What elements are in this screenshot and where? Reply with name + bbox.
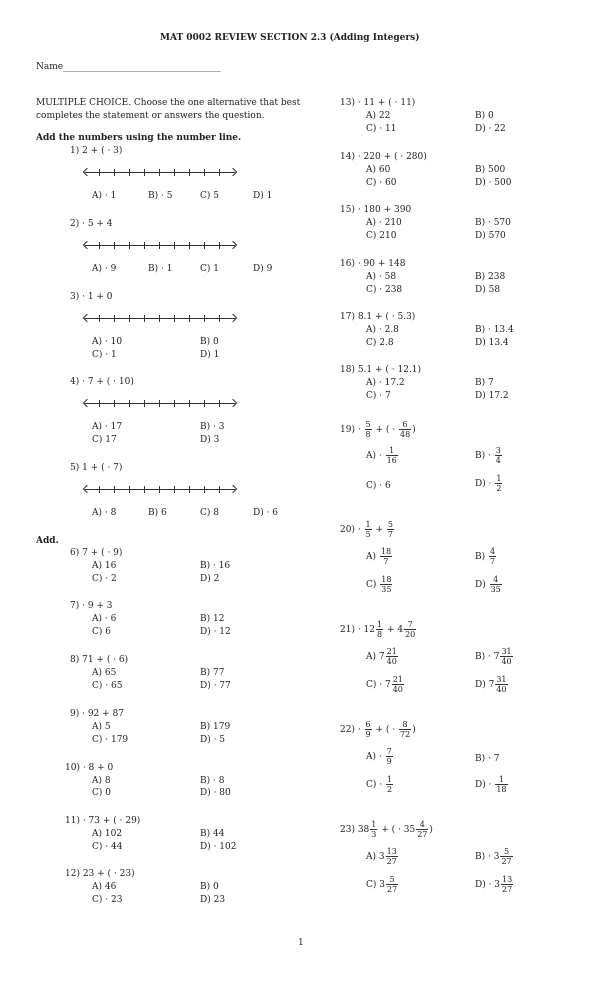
question-21: 21) · 12 $\frac{1}{8}$ + 4 $\frac{7}{20}$	[340, 620, 416, 639]
section-heading-add: Add.	[36, 536, 59, 546]
q3-option-a[interactable]: A) · 10	[92, 337, 123, 347]
question-1: 1) 2 + ( · 3)	[70, 146, 123, 156]
q8-option-c[interactable]: C) · 65	[92, 681, 123, 691]
q1-option-d[interactable]: D) 1	[253, 191, 273, 201]
name-field[interactable]: Name___________________________________	[36, 62, 221, 72]
question-2: 2) · 5 + 4	[70, 219, 113, 229]
number-line-4	[85, 399, 235, 409]
q8-option-b[interactable]: B) 77	[200, 668, 225, 678]
q2-option-d[interactable]: D) 9	[253, 264, 273, 274]
q5-option-d[interactable]: D) · 6	[253, 508, 279, 518]
page-title: MAT 0002 REVIEW SECTION 2.3 (Adding Integers)	[160, 33, 420, 43]
q23-option-d[interactable]: D) · 3 $\frac{13}{27}$	[475, 875, 513, 894]
q20-option-d[interactable]: D) $\frac{4}{35}$	[475, 575, 501, 594]
question-23: 23) 38 $\frac{1}{3}$ + ( · 35 $\frac{4}{27}$ )	[340, 820, 433, 839]
q12-option-c[interactable]: C) · 23	[92, 895, 123, 905]
number-line-3	[85, 314, 235, 324]
q10-option-c[interactable]: C) 0	[92, 788, 111, 798]
q19-option-b[interactable]: B) · $\frac{3}{4}$	[475, 446, 501, 465]
q23-option-a[interactable]: A) 3 $\frac{13}{27}$	[366, 847, 397, 866]
q8-option-a[interactable]: A) 65	[92, 668, 117, 678]
q3-option-d[interactable]: D) 1	[200, 350, 220, 360]
q4-option-b[interactable]: B) · 3	[200, 422, 225, 432]
instructions-line-1: MULTIPLE CHOICE. Choose the one alternative that best	[36, 98, 301, 108]
q14-option-b[interactable]: B) 500	[475, 165, 506, 175]
q3-option-b[interactable]: B) 0	[200, 337, 219, 347]
q16-option-b[interactable]: B) 238	[475, 272, 506, 282]
q5-option-a[interactable]: A) · 8	[92, 508, 117, 518]
question-17: 17) 8.1 + ( · 5.3)	[340, 312, 416, 322]
instructions-line-2: completes the statement or answers the question.	[36, 111, 265, 121]
q23-option-c[interactable]: C) 3 $\frac{5}{27}$	[366, 875, 398, 894]
q11-option-c[interactable]: C) · 44	[92, 842, 123, 852]
question-16: 16) · 90 + 148	[340, 259, 406, 269]
q15-option-b[interactable]: B) · 570	[475, 218, 511, 228]
q19-option-c[interactable]: C) · 6	[366, 481, 391, 491]
q18-option-c[interactable]: C) · 7	[366, 391, 391, 401]
q4-option-d[interactable]: D) 3	[200, 435, 220, 445]
q23-option-b[interactable]: B) · 3 $\frac{5}{27}$	[475, 847, 512, 866]
q22-option-d[interactable]: D) · $\frac{1}{18}$	[475, 775, 507, 794]
q2-option-a[interactable]: A) · 9	[92, 264, 117, 274]
number-line-5	[85, 485, 235, 495]
question-19: 19) · $\frac{5}{8}$ + ( · $\frac{6}{48}$ )	[340, 420, 416, 439]
question-18: 18) 5.1 + ( · 12.1)	[340, 365, 422, 375]
q13-option-d[interactable]: D) · 22	[475, 124, 506, 134]
question-4: 4) · 7 + ( · 10)	[70, 377, 134, 387]
q22-option-c[interactable]: C) · $\frac{1}{2}$	[366, 775, 393, 794]
page-number: 1	[298, 938, 304, 948]
q16-option-a[interactable]: A) · 58	[366, 272, 397, 282]
question-3: 3) · 1 + 0	[70, 292, 113, 302]
q7-option-d[interactable]: D) · 12	[200, 627, 231, 637]
q10-option-a[interactable]: A) 8	[92, 776, 111, 786]
question-15: 15) · 180 + 390	[340, 205, 412, 215]
q20-option-b[interactable]: B) $\frac{4}{7}$	[475, 547, 496, 566]
q20-option-a[interactable]: A) $\frac{18}{7}$	[366, 547, 392, 566]
q10-option-b[interactable]: B) · 8	[200, 776, 225, 786]
q14-option-c[interactable]: C) · 60	[366, 178, 397, 188]
section-heading-number-line: Add the numbers using the number line.	[36, 133, 242, 143]
q18-option-b[interactable]: B) 7	[475, 378, 494, 388]
q11-option-a[interactable]: A) 102	[92, 829, 123, 839]
q13-option-c[interactable]: C) · 11	[366, 124, 397, 134]
q13-option-a[interactable]: A) 22	[366, 111, 391, 121]
question-5: 5) 1 + ( · 7)	[70, 463, 123, 473]
fraction: $\frac{6}{48}$	[400, 420, 411, 439]
q6-option-b[interactable]: B) · 16	[200, 561, 231, 571]
q11-option-b[interactable]: B) 44	[200, 829, 225, 839]
q17-option-c[interactable]: C) 2.8	[366, 338, 394, 348]
q17-option-b[interactable]: B) · 13.4	[475, 325, 514, 335]
q7-option-a[interactable]: A) · 6	[92, 614, 117, 624]
q21-option-d[interactable]: D) 7 $\frac{31}{40}$	[475, 675, 507, 694]
question-11: 11) · 73 + ( · 29)	[65, 816, 141, 826]
q10-option-d[interactable]: D) · 80	[200, 788, 231, 798]
q13-option-b[interactable]: B) 0	[475, 111, 494, 121]
q18-option-a[interactable]: A) · 17.2	[366, 378, 405, 388]
number-line-2	[85, 241, 235, 251]
q6-option-a[interactable]: A) 16	[92, 561, 117, 571]
q11-option-d[interactable]: D) · 102	[200, 842, 237, 852]
q22-option-b[interactable]: B) · 7	[475, 754, 500, 764]
q9-option-b[interactable]: B) 179	[200, 722, 231, 732]
q19-option-d[interactable]: D) · $\frac{1}{2}$	[475, 474, 502, 493]
q5-option-c[interactable]: C) 8	[200, 508, 219, 518]
q5-option-b[interactable]: B) 6	[148, 508, 167, 518]
q15-option-d[interactable]: D) 570	[475, 231, 506, 241]
q4-option-a[interactable]: A) · 17	[92, 422, 123, 432]
fraction: $\frac{5}{8}$	[365, 420, 371, 439]
q2-option-c[interactable]: C) 1	[200, 264, 219, 274]
question-12: 12) 23 + ( · 23)	[65, 869, 135, 879]
q7-option-b[interactable]: B) 12	[200, 614, 225, 624]
q20-option-c[interactable]: C) $\frac{18}{35}$	[366, 575, 392, 594]
q6-option-c[interactable]: C) · 2	[92, 574, 117, 584]
q18-option-d[interactable]: D) 17.2	[475, 391, 509, 401]
q1-option-b[interactable]: B) · 5	[148, 191, 173, 201]
question-10: 10) · 8 + 0	[65, 763, 114, 773]
q4-option-c[interactable]: C) 17	[92, 435, 117, 445]
q19-option-a[interactable]: A) · $\frac{1}{16}$	[366, 446, 397, 465]
question-20: 20) · $\frac{1}{5}$ + $\frac{5}{7}$	[340, 520, 393, 539]
q16-option-c[interactable]: C) · 238	[366, 285, 403, 295]
question-7: 7) · 9 + 3	[70, 601, 113, 611]
q12-option-a[interactable]: A) 46	[92, 882, 117, 892]
q7-option-c[interactable]: C) 6	[92, 627, 111, 637]
q15-option-a[interactable]: A) · 210	[366, 218, 402, 228]
q17-option-a[interactable]: A) · 2.8	[366, 325, 399, 335]
question-8: 8) 71 + ( · 6)	[70, 655, 129, 665]
q21-option-c[interactable]: C) · 7 $\frac{21}{40}$	[366, 675, 403, 694]
q6-option-d[interactable]: D) 2	[200, 574, 220, 584]
question-13: 13) · 11 + ( · 11)	[340, 98, 416, 108]
question-14: 14) · 220 + ( · 280)	[340, 152, 427, 162]
q3-option-c[interactable]: C) · 1	[92, 350, 117, 360]
q17-option-d[interactable]: D) 13.4	[475, 338, 509, 348]
q9-option-c[interactable]: C) · 179	[92, 735, 129, 745]
q9-option-a[interactable]: A) 5	[92, 722, 111, 732]
number-line-1	[85, 168, 235, 178]
q14-option-d[interactable]: D) · 500	[475, 178, 512, 188]
q2-option-b[interactable]: B) · 1	[148, 264, 173, 274]
q12-option-b[interactable]: B) 0	[200, 882, 219, 892]
q21-option-a[interactable]: A) 7 $\frac{21}{40}$	[366, 647, 397, 666]
question-6: 6) 7 + ( · 9)	[70, 548, 123, 558]
q15-option-c[interactable]: C) 210	[366, 231, 397, 241]
q22-option-a[interactable]: A) · $\frac{7}{9}$	[366, 747, 392, 766]
q12-option-d[interactable]: D) 23	[200, 895, 226, 905]
q14-option-a[interactable]: A) 60	[366, 165, 391, 175]
q1-option-c[interactable]: C) 5	[200, 191, 219, 201]
q1-option-a[interactable]: A) · 1	[92, 191, 117, 201]
question-22: 22) · $\frac{6}{9}$ + ( · $\frac{8}{72}$ )	[340, 720, 416, 739]
q8-option-d[interactable]: D) · 77	[200, 681, 231, 691]
q21-option-b[interactable]: B) · 7 $\frac{31}{40}$	[475, 647, 512, 666]
q16-option-d[interactable]: D) 58	[475, 285, 501, 295]
q9-option-d[interactable]: D) · 5	[200, 735, 226, 745]
question-9: 9) · 92 + 87	[70, 709, 124, 719]
